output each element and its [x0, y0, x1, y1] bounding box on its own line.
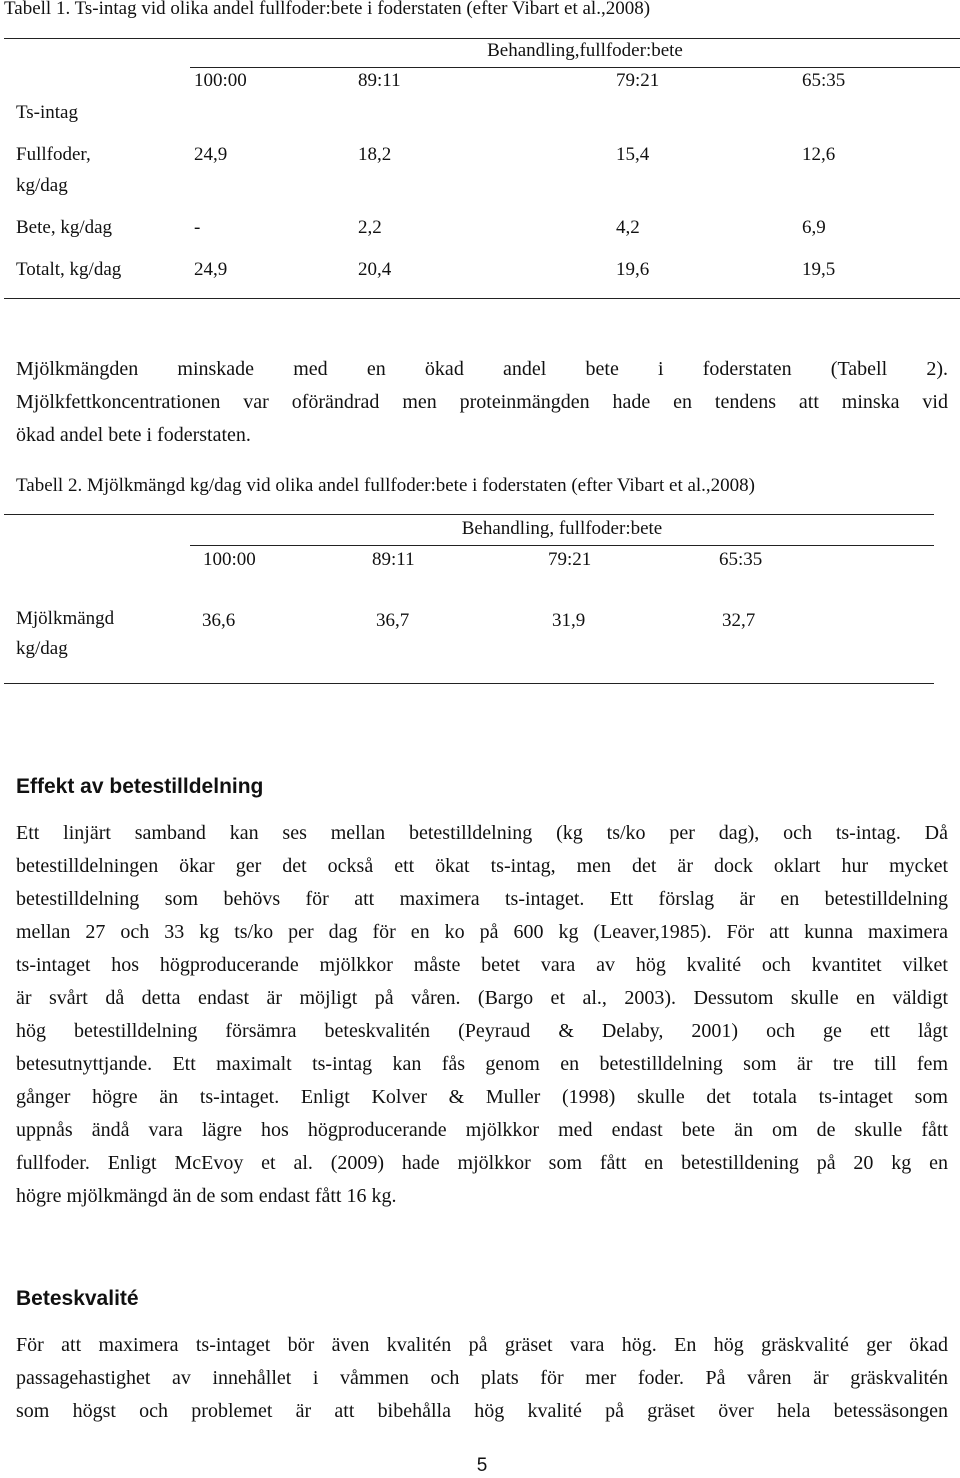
table1-cell: 19,5: [802, 259, 836, 280]
paragraph-line: mellan 27 och 33 kg ts/ko per dag för en ko på 600 kg (Leaver,1985). För att kunna maximera: [16, 921, 948, 943]
section-heading-beteskvalite: Beteskvalité: [16, 1287, 139, 1310]
table2-col-header: 100:00: [203, 549, 256, 570]
paragraph-line: ts-intaget hos högproducerande mjölkkor måste betet vara av hög kvalité och kvantitet vilket: [16, 954, 948, 976]
paragraph-line: som högst och problemet är att bibehålla hög kvalité på gräset över hela betessäsongen: [16, 1400, 948, 1422]
table2-col-header: 65:35: [719, 549, 763, 570]
page-number: 5: [476, 1455, 488, 1476]
table1-cell: 20,4: [358, 259, 392, 280]
paragraph-line: uppnås ändå vara lägre hos högproducerande mjölkkor med endast bete än om de skulle fått: [16, 1119, 948, 1141]
paragraph-line: Mjölkfettkoncentrationen var oförändrad men proteinmängden hade en tendens att minska vid: [16, 391, 948, 413]
table1-caption: Tabell 1. Ts-intag vid olika andel fullfoder:bete i foderstaten (efter Vibart et al.,2008): [4, 0, 651, 19]
paragraph-line: Mjölkmängden minskade med en ökad andel bete i foderstaten (Tabell 2).: [16, 358, 948, 380]
table1-col-header: 65:35: [802, 70, 846, 91]
table2-cell: 36,7: [376, 610, 410, 631]
paragraph-line: För att maximera ts-intaget bör även kvalitén på gräset vara hög. En hög gräskvalité ger ökad: [16, 1334, 948, 1356]
paragraph-line: gånger högre än ts-intaget. Enligt Kolver & Muller (1998) skulle det totala ts-intaget som: [16, 1086, 948, 1108]
table1-cell: 24,9: [194, 259, 228, 280]
paragraph-line: högre mjölkmängd än de som endast fått 16 kg.: [16, 1185, 397, 1207]
section1-body: [16, 817, 948, 1213]
table1-cell: 24,9: [194, 144, 228, 165]
table2-caption: Tabell 2. Mjölkmängd kg/dag vid olika andel fullfoder:bete i foderstaten (efter Vibart et al.,2008): [16, 475, 756, 496]
table1-row-label: Fullfoder,: [16, 144, 91, 165]
table1-cell: 19,6: [616, 259, 650, 280]
table1-cell: 15,4: [616, 144, 650, 165]
table1-cell: 6,9: [802, 217, 826, 238]
table1-top-rule: [4, 38, 960, 39]
table1-col-header: 89:11: [358, 70, 401, 91]
paragraph-line: ökad andel bete i foderstaten.: [16, 424, 251, 446]
table2-col-header: 89:11: [372, 549, 415, 570]
table1-cell: 18,2: [358, 144, 392, 165]
table2-group-rule: [190, 545, 934, 546]
table1-group-rule: [190, 67, 960, 68]
paragraph-line: betestilldelningen ökar ger det också ett ökat ts-intag, men det är dock oklart hur mycket: [16, 855, 948, 877]
table1-row-header-label: Ts-intag: [16, 102, 78, 123]
paragraph-line: passagehastighet av innehållet i våmmen och plats för mer foder. På våren är gräskvalitén: [16, 1367, 948, 1389]
table1-row-label: Totalt, kg/dag: [16, 259, 122, 280]
table2-group-header: Behandling, fullfoder:bete: [461, 518, 663, 539]
table1-cell: 4,2: [616, 217, 640, 238]
table2-row-label: kg/dag: [16, 638, 68, 659]
table1-group-header: Behandling,fullfoder:bete: [487, 40, 683, 61]
paragraph-milk-yield: [16, 353, 948, 452]
table2-cell: 36,6: [202, 610, 236, 631]
paragraph-line: Ett linjärt samband kan ses mellan betestilldelning (kg ts/ko per dag), och ts-intag. Då: [16, 822, 948, 844]
table2-cell: 32,7: [722, 610, 756, 631]
table2-cell: 31,9: [552, 610, 586, 631]
table1-row-label: Bete, kg/dag: [16, 217, 113, 238]
table1-cell: 12,6: [802, 144, 836, 165]
paragraph-line: betestilldelning som behövs för att maximera ts-intaget. Ett förslag är en betestilldelning: [16, 888, 948, 910]
table1-cell: 2,2: [358, 217, 382, 238]
table1-row-label: kg/dag: [16, 175, 68, 196]
paragraph-line: är svårt då detta endast är möjligt på våren. (Bargo et al., 2003). Dessutom skulle en väldigt: [16, 987, 948, 1009]
table1-bottom-rule: [4, 298, 960, 299]
paragraph-line: betesutnyttjande. Ett maximalt ts-intag kan fås genom en betestilldelning som är tre till fem: [16, 1053, 948, 1075]
paragraph-line: hög betestilldelning försämra beteskvalitén (Peyraud & Delaby, 2001) och ge ett lågt: [16, 1020, 948, 1042]
table1-cell: -: [194, 217, 201, 238]
paragraph-line: fullfoder. Enligt McEvoy et al. (2009) hade mjölkkor som fått en betestilldening på 20 kg en: [16, 1152, 948, 1174]
table2-top-rule: [4, 514, 934, 515]
table2-bottom-rule: [4, 683, 934, 684]
section2-body: [16, 1329, 948, 1428]
section-heading-betestilldelning: Effekt av betestilldelning: [16, 775, 264, 798]
table2-col-header: 79:21: [548, 549, 592, 570]
table1-col-header: 79:21: [616, 70, 660, 91]
table1-col-header: 100:00: [194, 70, 247, 91]
table2-row-label: Mjölkmängd: [16, 608, 115, 629]
